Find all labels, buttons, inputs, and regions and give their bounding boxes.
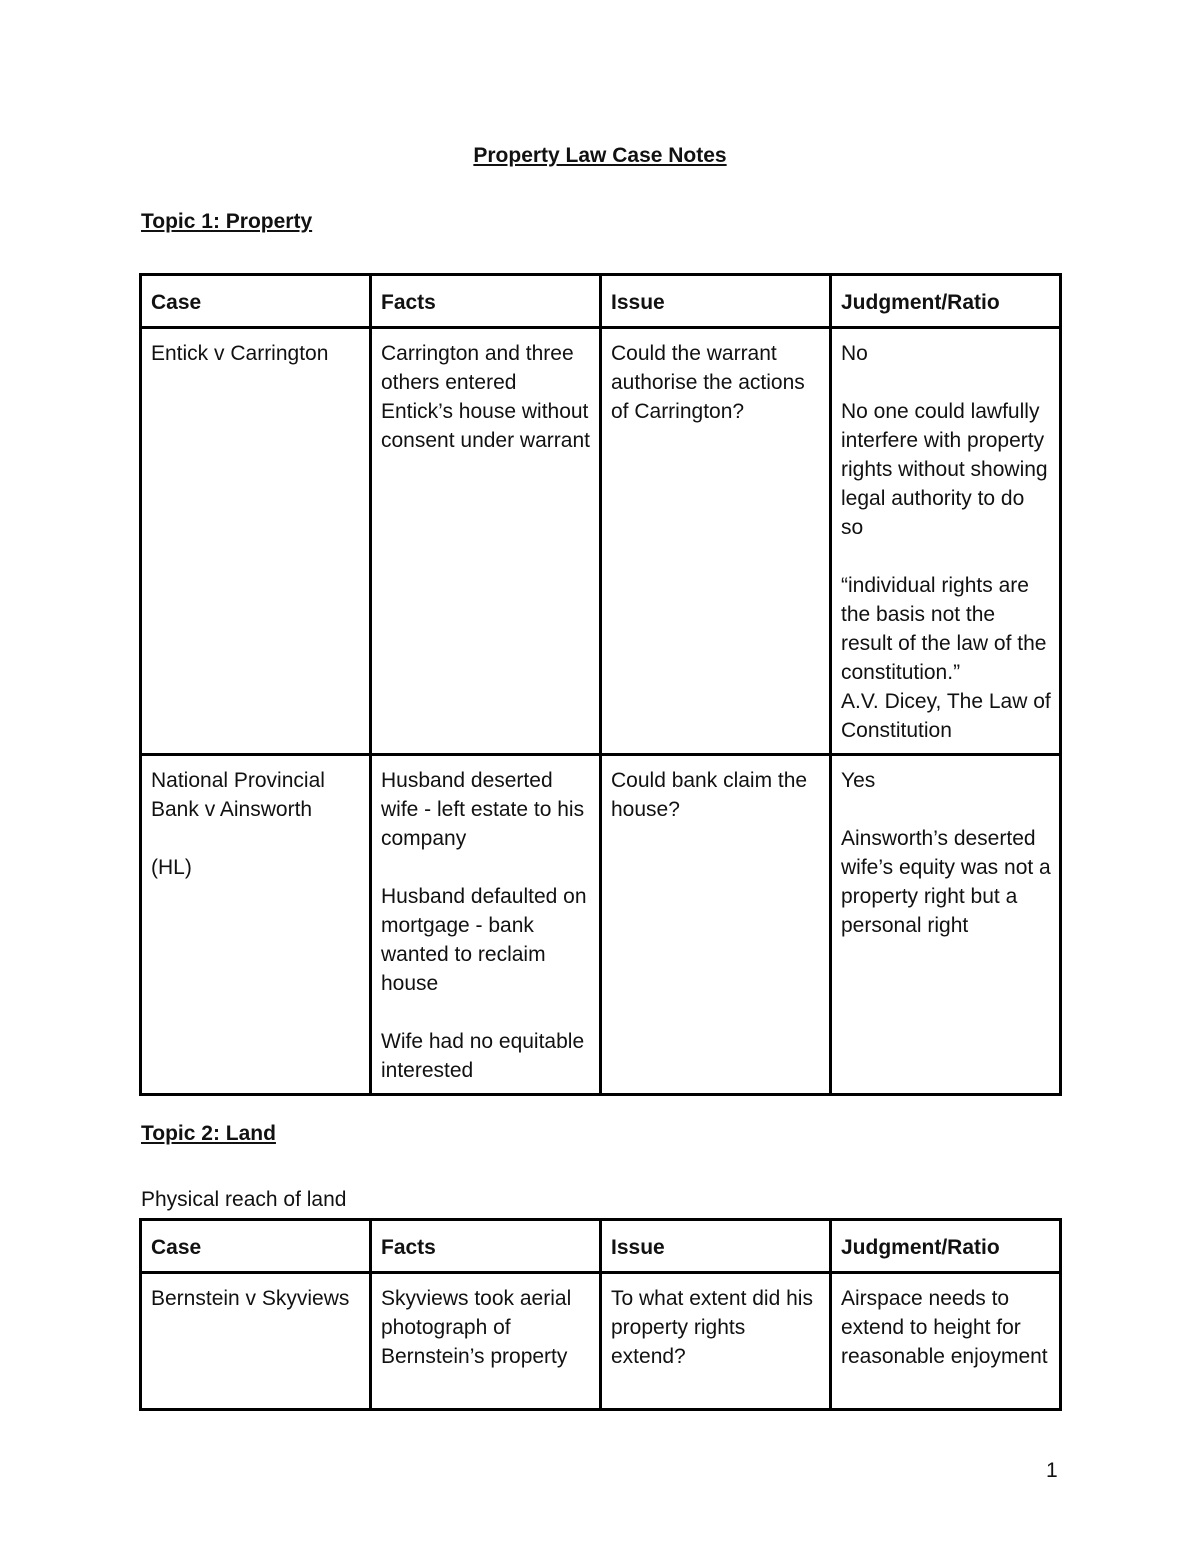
column-header-facts: Facts — [371, 275, 601, 328]
column-header-case: Case — [141, 275, 371, 328]
issue-text: Could bank claim the house? — [611, 769, 808, 821]
issue-cell — [601, 1273, 831, 1410]
judgment-quote: “individual rights are the basis not the result of the law of the constitution.” — [841, 574, 1047, 684]
table-header-row — [141, 1220, 1061, 1273]
column-header-issue: Issue — [601, 275, 831, 328]
issue-cell — [601, 755, 831, 1095]
table-row — [141, 1273, 1061, 1410]
column-header-judgment: Judgment/Ratio — [831, 1220, 1061, 1273]
table-row — [141, 328, 1061, 755]
case-cell — [141, 755, 371, 1095]
issue-cell — [601, 328, 831, 755]
facts-text: Carrington and three others entered Entick’s house without consent under warrant — [381, 342, 590, 452]
facts-cell — [371, 1273, 601, 1410]
case-name: Bernstein v Skyviews — [151, 1287, 350, 1310]
column-header-case: Case — [141, 1220, 371, 1273]
facts-text: Husband deserted wife - left estate to his company — [381, 769, 585, 850]
judgment-ratio: No one could lawfully interfere with property rights without showing legal authority to do so — [841, 400, 1048, 539]
judgment-quote-source: A.V. Dicey, The Law of Constitution — [841, 690, 1051, 742]
topic-2-subheading: Physical reach of land — [141, 1188, 347, 1211]
court-label: (HL) — [151, 856, 192, 879]
topic-1-case-table — [139, 273, 1062, 1096]
page-number: 1 — [1046, 1459, 1058, 1482]
facts-text: Husband defaulted on mortgage - bank wanted to reclaim house — [381, 885, 587, 995]
judgment-answer: No — [841, 342, 868, 365]
column-header-issue: Issue — [601, 1220, 831, 1273]
case-name: National Provincial Bank v Ainsworth — [151, 769, 325, 821]
case-name: Entick v Carrington — [151, 342, 329, 365]
topic-2-heading: Topic 2: Land — [141, 1122, 276, 1145]
judgment-cell — [831, 755, 1061, 1095]
table-row — [141, 755, 1061, 1095]
facts-cell — [371, 755, 601, 1095]
facts-text: Wife had no equitable interested — [381, 1030, 585, 1082]
issue-text: Could the warrant authorise the actions of Carrington? — [611, 342, 805, 423]
judgment-ratio: Ainsworth’s deserted wife’s equity was not a property right but a personal right — [841, 827, 1051, 937]
case-cell — [141, 328, 371, 755]
document-title: Property Law Case Notes — [473, 144, 727, 167]
topic-1-heading: Topic 1: Property — [141, 210, 313, 233]
facts-cell — [371, 328, 601, 755]
judgment-ratio: Airspace needs to extend to height for reasonable enjoyment — [841, 1287, 1048, 1368]
table-header-row — [141, 275, 1061, 328]
issue-text: To what extent did his property rights extend? — [611, 1287, 813, 1368]
topic-2-case-table — [139, 1218, 1062, 1411]
facts-text: Skyviews took aerial photograph of Bernstein’s property — [381, 1287, 572, 1368]
case-cell — [141, 1273, 371, 1410]
column-header-judgment: Judgment/Ratio — [831, 275, 1061, 328]
column-header-facts: Facts — [371, 1220, 601, 1273]
judgment-answer: Yes — [841, 769, 876, 792]
judgment-cell — [831, 328, 1061, 755]
judgment-cell — [831, 1273, 1061, 1410]
